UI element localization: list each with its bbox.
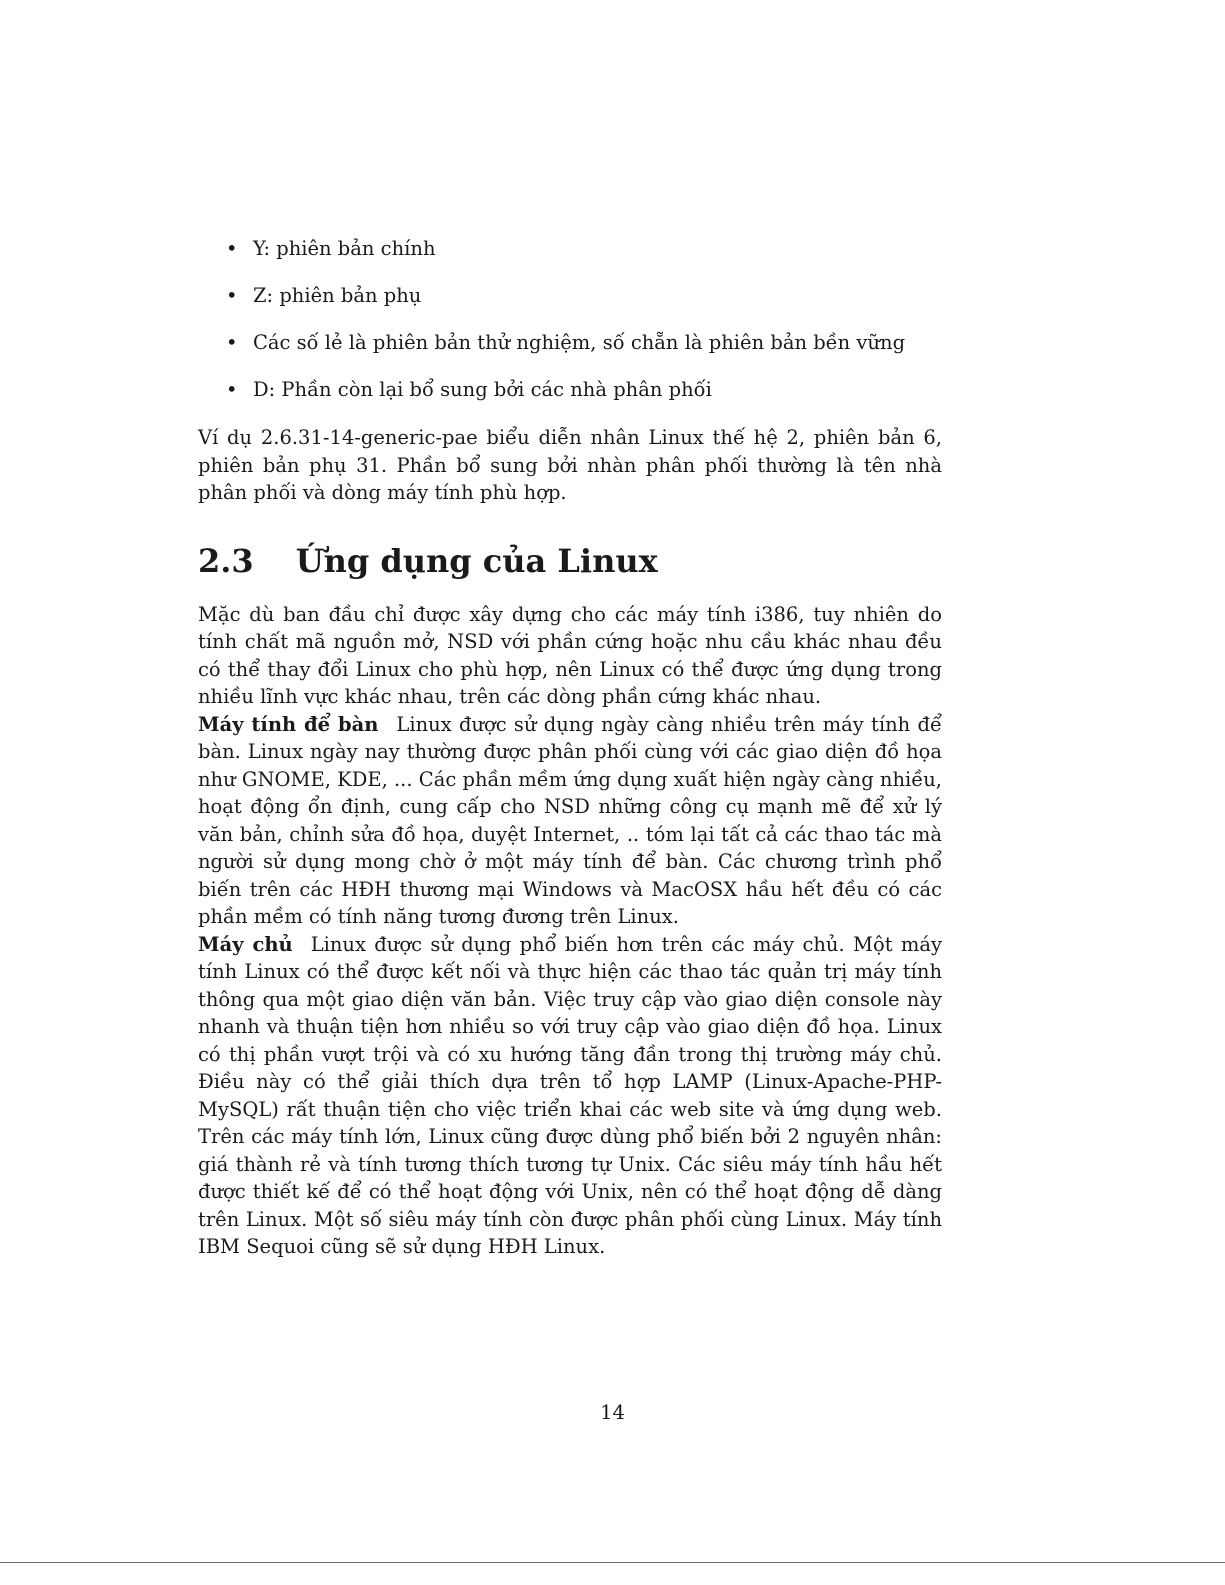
list-item [198, 330, 942, 356]
list-item [198, 377, 942, 403]
bullet-icon: • [226, 284, 238, 307]
section-heading [198, 541, 942, 581]
list-item [198, 283, 942, 309]
list-item [198, 236, 942, 262]
server-text: Linux được sử dụng phổ biến hơn trên các máy chủ. Một máy tính Linux có thể được kết nối và thực hiện các thao tác quản trị máy tính thông qua một giao diện văn bản. Việc truy cập vào giao diện console này nhanh và thuận tiện hơn nhiều so với truy cập vào giao diện đồ họa. Linux có thị phần vượt trội và có xu hướng tăng đần trong thị trường máy chủ. Điều này có thể giải thích dựa trên tổ hợp LAMP (Linux-Apache-PHP-MySQL) rất thuận tiện cho việc triển khai các web site và ứng dụng web. Trên các máy tính lớn, Linux cũng được dùng phổ biến bởi 2 nguyên nhân: giá thành rẻ và tính tương thích tương tự Unix. Các siêu máy tính hầu hết được thiết kế để có thể hoạt động với Unix, nên có thể hoạt động dễ dàng trên Linux. Một số siêu máy tính còn được phân phối cùng Linux. Máy tính IBM Sequoi cũng sẽ sử dụng HĐH Linux. [198, 932, 942, 1258]
page-number: 14 [600, 1401, 625, 1424]
server-heading: Máy chủ [198, 932, 293, 956]
bullet-icon: • [226, 237, 238, 260]
bullet-icon: • [226, 331, 238, 354]
list-item-text: Z: phiên bản phụ [253, 284, 422, 307]
example-paragraph: Ví dụ 2.6.31-14-generic-pae biểu diễn nhân Linux thế hệ 2, phiên bản 6, phiên bản phụ 31. Phần bổ sung bởi nhàn phân phối thường là tên nhà phân phối và dòng máy tính phù hợp. [198, 426, 942, 504]
page-content [198, 236, 942, 1261]
server-paragraph [198, 931, 942, 1261]
section-title: Ứng dụng của Linux [295, 541, 658, 580]
section-number: 2.3 [198, 541, 254, 580]
section-intro-paragraph: Mặc dù ban đầu chỉ được xây dựng cho các máy tính i386, tuy nhiên do tính chất mã nguồn mở, NSD với phần cứng hoặc nhu cầu khác nhau đều có thể thay đổi Linux cho phù hợp, nên Linux có thể được ứng dụng trong nhiều lĩnh vực khác nhau, trên các dòng phần cứng khác nhau. [198, 602, 942, 708]
list-item-text: Các số lẻ là phiên bản thử nghiệm, số chẵn là phiên bản bền vững [253, 331, 906, 354]
desktop-text: Linux được sử dụng ngày càng nhiều trên máy tính để bàn. Linux ngày nay thường được phân phối cùng với các giao diện đồ họa như GNOME, KDE, ... Các phần mềm ứng dụng xuất hiện ngày càng nhiều, hoạt động ổn định, cung cấp cho NSD những công cụ mạnh mẽ để xử lý văn bản, chỉnh sửa đồ họa, duyệt Internet, .. tóm lại tất cả các thao tác mà người sử dụng mong chờ ở một máy tính để bàn. Các chương trình phổ biến trên các HĐH thương mại Windows và MacOSX hầu hết đều có các phần mềm có tính năng tương đương trên Linux. [198, 712, 942, 928]
list-item-text: D: Phần còn lại bổ sung bởi các nhà phân phối [253, 378, 712, 401]
desktop-heading: Máy tính để bàn [198, 712, 379, 736]
version-bullet-list [198, 236, 942, 403]
list-item-text: Y: phiên bản chính [253, 237, 436, 260]
bullet-icon: • [226, 378, 238, 401]
desktop-paragraph [198, 711, 942, 931]
bottom-divider [0, 1562, 1225, 1563]
